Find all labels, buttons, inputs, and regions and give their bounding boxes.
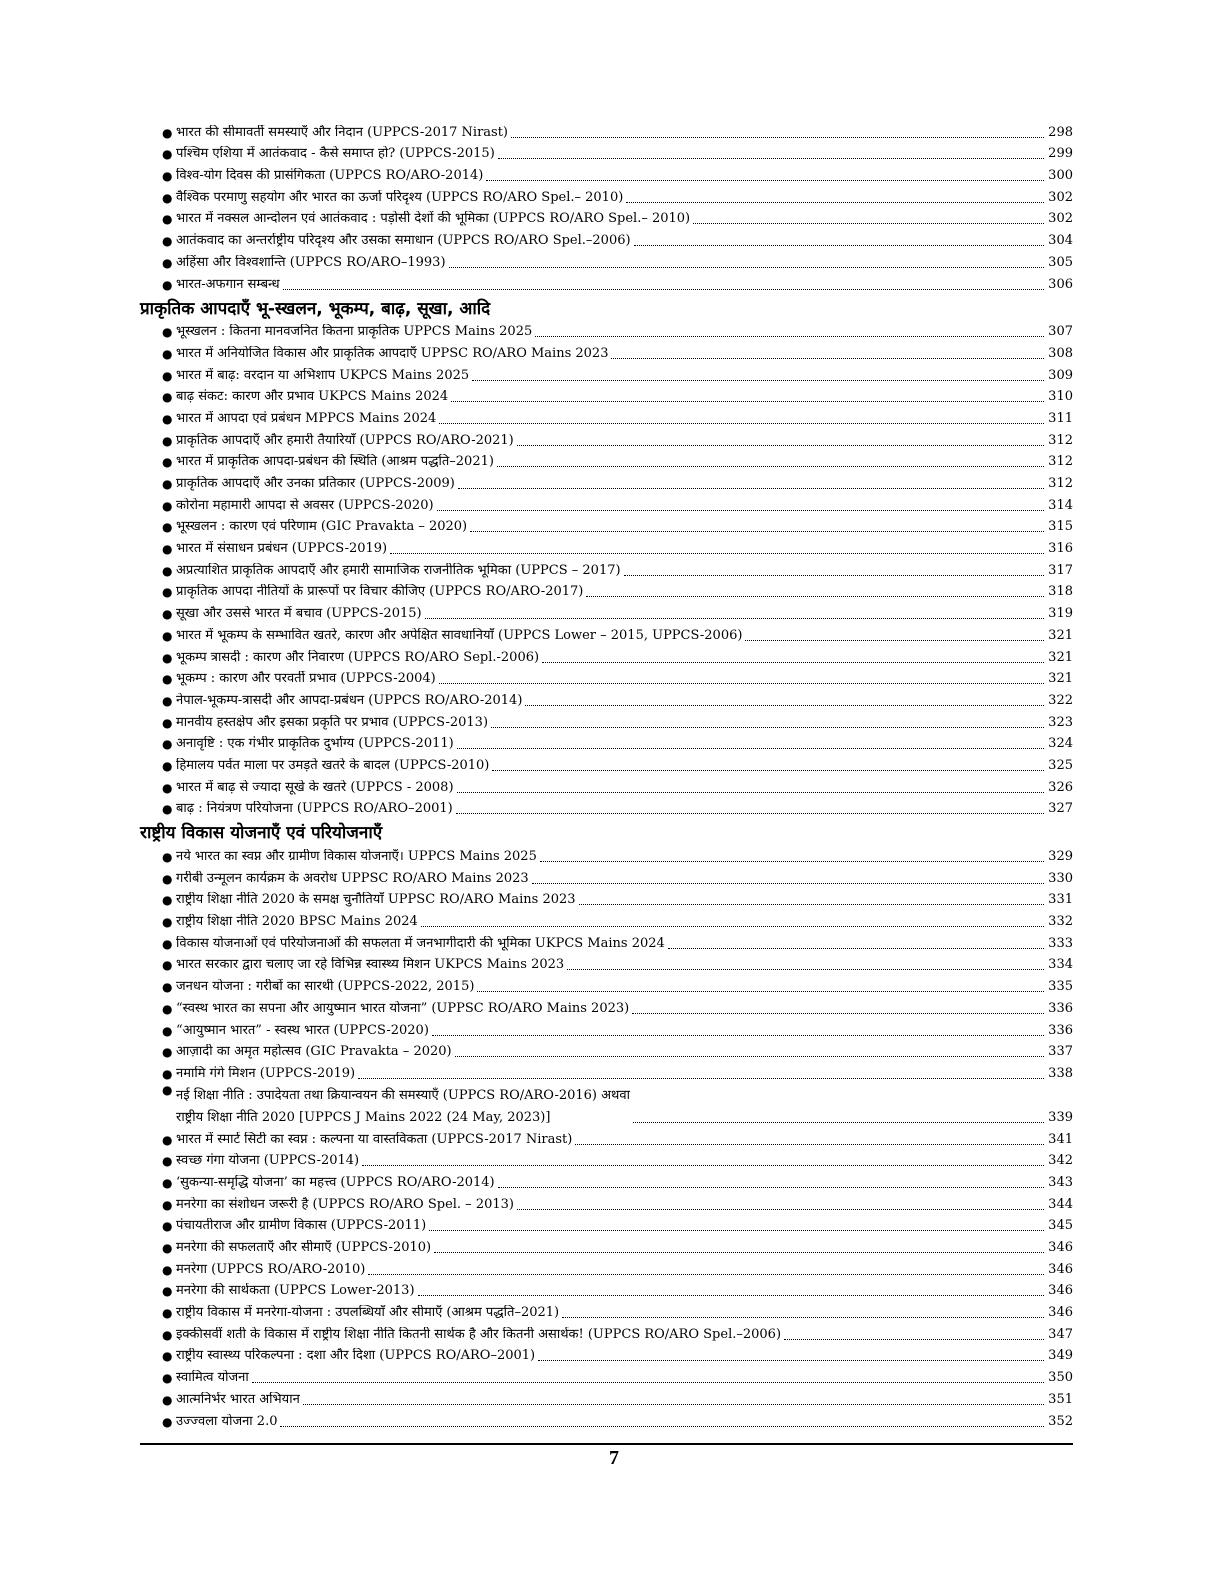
bullet-icon: ● bbox=[162, 1392, 173, 1407]
bullet-icon: ● bbox=[162, 758, 173, 773]
bullet-icon: ● bbox=[162, 1327, 173, 1342]
footer-rule bbox=[140, 1443, 1073, 1445]
toc-entry-title: अहिंसा और विश्वशान्ति (UPPCS RO/ARO–1993) bbox=[176, 254, 446, 270]
toc-entry[interactable] bbox=[140, 774, 1073, 796]
toc-entry-title: स्वच्छ गंगा योजना (UPPCS-2014) bbox=[176, 1153, 360, 1169]
bullet-icon: ● bbox=[162, 850, 173, 864]
toc-entry-title: भारत में स्मार्ट सिटी का स्वप्न : कल्पना या वास्तविकता (UPPCS-2017 Nirast) bbox=[176, 1131, 573, 1147]
toc-entry[interactable] bbox=[140, 579, 1073, 601]
toc-page-number: 305 bbox=[1048, 254, 1073, 270]
toc-entry[interactable] bbox=[140, 1169, 1073, 1191]
toc-page-number: 302 bbox=[1048, 211, 1073, 227]
dot-leader bbox=[517, 444, 1044, 446]
toc-entry-title: उज्ज्वला योजना 2.0 bbox=[176, 1413, 278, 1429]
toc-entry-title: पंचायतीराज और ग्रामीण विकास (UPPCS-2011) bbox=[176, 1218, 427, 1234]
toc-entry[interactable] bbox=[140, 470, 1073, 492]
toc-entry-title: भूकम्प : कारण और परवर्ती प्रभाव (UPPCS-2004) bbox=[176, 671, 436, 687]
bullet-icon: ● bbox=[162, 190, 173, 205]
toc-page-number: 335 bbox=[1048, 979, 1073, 995]
page-number: 7 bbox=[609, 1447, 619, 1469]
toc-entry-title: भारत सरकार द्वारा चलाए जा रहे विभिन्न स्वास्थ्य मिशन UKPCS Mains 2023 bbox=[176, 957, 565, 973]
toc-entry[interactable] bbox=[140, 206, 1073, 228]
toc-entry-title: भारत में संसाधन प्रबंधन (UPPCS-2019) bbox=[176, 541, 388, 557]
toc-entry-title: भारत में प्राकृतिक आपदा-प्रबंधन की स्थिति (आश्रम पद्धति–2021) bbox=[176, 454, 494, 470]
toc-entry[interactable] bbox=[140, 930, 1073, 952]
bullet-icon: ● bbox=[162, 936, 173, 951]
toc-entry-title: “स्वस्थ भारत का सपना और आयुष्मान भारत योजना” (UPPSC RO/ARO Mains 2023) bbox=[176, 1000, 630, 1016]
toc-page-number: 341 bbox=[1048, 1131, 1073, 1147]
section-heading: राष्ट्रीय विकास योजनाएँ एवं परियोजनाएँ bbox=[140, 823, 383, 844]
toc-page-number: 318 bbox=[1048, 584, 1073, 600]
bullet-icon: ● bbox=[162, 893, 173, 908]
toc-entry[interactable] bbox=[140, 752, 1073, 774]
toc-entry[interactable] bbox=[140, 731, 1073, 753]
toc-entry-title: ‘सुकन्या-समृद्धि योजना’ का महत्त्व (UPPCS RO/ARO-2014) bbox=[176, 1174, 495, 1190]
toc-entry-title: विश्व-योग दिवस की प्रासंगिकता (UPPCS RO/ARO-2014) bbox=[176, 168, 484, 184]
toc-page-number: 345 bbox=[1048, 1218, 1073, 1234]
dot-leader bbox=[470, 530, 1044, 532]
dot-leader bbox=[472, 379, 1044, 381]
toc-entry[interactable] bbox=[140, 908, 1073, 930]
dot-leader bbox=[358, 1077, 1044, 1079]
toc-entry[interactable] bbox=[140, 1408, 1073, 1430]
toc-page-number: 298 bbox=[1048, 124, 1073, 140]
bullet-icon: ● bbox=[162, 585, 173, 600]
toc-entry[interactable] bbox=[140, 362, 1073, 384]
bullet-icon: ● bbox=[162, 498, 173, 513]
toc-entry[interactable] bbox=[140, 1256, 1073, 1278]
dot-leader bbox=[542, 661, 1044, 663]
toc-page-number: 350 bbox=[1048, 1370, 1073, 1386]
toc-page-number: 346 bbox=[1048, 1261, 1073, 1277]
bullet-icon: ● bbox=[162, 212, 173, 227]
toc-entry[interactable] bbox=[140, 227, 1073, 249]
toc-entry-title: भूस्खलन : कारण एवं परिणाम (GIC Pravakta – 2020) bbox=[176, 519, 468, 535]
toc-entry[interactable] bbox=[140, 1364, 1073, 1386]
toc-entry[interactable] bbox=[140, 1234, 1073, 1256]
toc-entry[interactable] bbox=[140, 557, 1073, 579]
toc-page-number: 327 bbox=[1048, 801, 1073, 817]
toc-page-number: 300 bbox=[1048, 168, 1073, 184]
toc-entry-title: बाढ़ संकट: कारण और प्रभाव UKPCS Mains 2024 bbox=[176, 389, 449, 405]
table-of-contents bbox=[140, 119, 1073, 1430]
bullet-icon: ● bbox=[162, 980, 173, 995]
dot-leader bbox=[455, 1055, 1044, 1057]
toc-entry-title: भारत में अनियोजित विकास और प्राकृतिक आपदाएँ UPPSC RO/ARO Mains 2023 bbox=[176, 345, 609, 361]
toc-entry-title: भूकम्प त्रासदी : कारण और निवारण (UPPCS RO/ARO Sepl.-2006) bbox=[176, 649, 540, 665]
toc-entry[interactable] bbox=[140, 1278, 1073, 1300]
toc-page-number: 307 bbox=[1048, 324, 1073, 340]
toc-entry[interactable] bbox=[140, 119, 1073, 141]
toc-entry-title: अप्रत्याशित प्राकृतिक आपदाएँ और हमारी सामाजिक राजनीतिक भूमिका (UPPCS – 2017) bbox=[176, 562, 621, 578]
toc-entry[interactable] bbox=[140, 319, 1073, 341]
toc-entry-title: आज़ादी का अमृत महोत्सव (GIC Pravakta – 2020) bbox=[176, 1044, 452, 1060]
dot-leader bbox=[634, 244, 1044, 246]
toc-entry-title: हिमालय पर्वत माला पर उमड़ते खतरे के बादल (UPPCS-2010) bbox=[176, 757, 490, 773]
toc-page-number: 329 bbox=[1048, 849, 1073, 864]
bullet-icon: ● bbox=[162, 169, 173, 184]
toc-entry-title-continued: राष्ट्रीय शिक्षा नीति 2020 [UPPCS J Mains 2022 (24 May, 2023)] bbox=[176, 1109, 551, 1125]
toc-page-number: 342 bbox=[1048, 1153, 1073, 1169]
toc-entry-title: भूस्खलन : कितना मानवजनित कितना प्राकृतिक UPPCS Mains 2025 bbox=[176, 324, 533, 340]
toc-entry-title: पश्चिम एशिया में आतंकवाद - कैसे समाप्त हो? (UPPCS-2015) bbox=[176, 146, 495, 162]
dot-leader bbox=[425, 617, 1044, 619]
bullet-icon: ● bbox=[162, 607, 173, 622]
toc-page-number: 344 bbox=[1048, 1196, 1073, 1212]
toc-page-number: 321 bbox=[1048, 627, 1073, 643]
toc-entry-title: भारत-अफगान सम्बन्ध bbox=[176, 276, 280, 292]
toc-page-number: 317 bbox=[1048, 562, 1073, 578]
dot-leader bbox=[451, 400, 1044, 402]
bullet-icon: ● bbox=[162, 915, 173, 930]
toc-entry[interactable] bbox=[140, 1148, 1073, 1170]
toc-entry[interactable] bbox=[140, 952, 1073, 974]
bullet-icon: ● bbox=[162, 1154, 173, 1169]
dot-leader bbox=[633, 1121, 1044, 1123]
dot-leader bbox=[745, 639, 1044, 641]
toc-entry[interactable] bbox=[140, 796, 1073, 818]
toc-entry[interactable] bbox=[140, 622, 1073, 644]
toc-entry[interactable] bbox=[140, 449, 1073, 471]
dot-leader bbox=[457, 747, 1044, 749]
toc-entry[interactable] bbox=[140, 1060, 1073, 1082]
toc-entry[interactable] bbox=[140, 709, 1073, 731]
toc-entry[interactable] bbox=[140, 141, 1073, 163]
toc-entry-title: “आयुष्मान भारत” - स्वस्थ भारत (UPPCS-2020) bbox=[176, 1022, 429, 1038]
toc-entry[interactable] bbox=[140, 666, 1073, 688]
bullet-icon: ● bbox=[162, 433, 173, 448]
bullet-icon: ● bbox=[162, 368, 173, 383]
toc-page-number: 312 bbox=[1048, 454, 1073, 470]
bullet-icon: ● bbox=[162, 1197, 173, 1212]
toc-page-number: 332 bbox=[1048, 914, 1073, 930]
dot-leader bbox=[362, 1164, 1044, 1166]
dot-leader bbox=[626, 201, 1044, 203]
dot-leader bbox=[517, 1208, 1044, 1210]
dot-leader bbox=[511, 136, 1044, 138]
dot-leader bbox=[437, 509, 1044, 511]
bullet-icon: ● bbox=[162, 346, 173, 361]
toc-entry[interactable] bbox=[140, 1299, 1073, 1321]
dot-leader bbox=[432, 1034, 1044, 1036]
bullet-icon: ● bbox=[162, 147, 173, 162]
toc-entry-title: आत्मनिर्भर भारत अभियान bbox=[176, 1391, 300, 1407]
toc-page-number: 302 bbox=[1048, 189, 1073, 205]
toc-entry-title: मनरेगा की सफलताएँ और सीमाएँ (UPPCS-2010) bbox=[176, 1240, 432, 1255]
toc-page-number: 346 bbox=[1048, 1240, 1073, 1255]
toc-entry[interactable] bbox=[140, 184, 1073, 206]
bullet-icon: ● bbox=[162, 628, 173, 643]
dot-leader bbox=[491, 726, 1044, 728]
section-heading: प्राकृतिक आपदाएँ भू-स्खलन, भूकम्प, बाढ़, सूखा, आदि bbox=[140, 298, 491, 319]
toc-entry-title: भारत में बाढ़ से ज्यादा सूखे के खतरे (UPPCS - 2008) bbox=[176, 779, 454, 795]
dot-leader bbox=[434, 1251, 1044, 1253]
toc-page-number: 306 bbox=[1048, 276, 1073, 292]
dot-leader bbox=[421, 925, 1044, 927]
toc-entry[interactable] bbox=[140, 384, 1073, 406]
toc-entry[interactable] bbox=[140, 1343, 1073, 1365]
bullet-icon: ● bbox=[162, 1219, 173, 1234]
bullet-icon: ● bbox=[162, 325, 173, 340]
dot-leader bbox=[368, 1273, 1044, 1275]
dot-leader bbox=[611, 357, 1044, 359]
dot-leader bbox=[535, 335, 1044, 337]
dot-leader bbox=[283, 288, 1044, 290]
toc-entry-title: मानवीय हस्तक्षेप और इसका प्रकृति पर प्रभाव (UPPCS-2013) bbox=[176, 714, 489, 730]
dot-leader bbox=[498, 1186, 1044, 1188]
toc-page-number: 321 bbox=[1048, 649, 1073, 665]
bullet-icon: ● bbox=[162, 737, 173, 752]
dot-leader bbox=[418, 1294, 1044, 1296]
bullet-icon: ● bbox=[162, 520, 173, 535]
toc-entry-title: कोरोना महामारी आपदा से अवसर (UPPCS-2020) bbox=[176, 497, 434, 513]
bullet-icon: ● bbox=[162, 1349, 173, 1364]
toc-page-number: 349 bbox=[1048, 1348, 1073, 1364]
toc-page-number: 316 bbox=[1048, 541, 1073, 557]
dot-leader bbox=[567, 968, 1044, 970]
bullet-icon: ● bbox=[162, 715, 173, 730]
toc-page-number: 337 bbox=[1048, 1044, 1073, 1060]
toc-page-number: 331 bbox=[1048, 892, 1073, 908]
dot-leader bbox=[492, 769, 1044, 771]
bullet-icon: ● bbox=[162, 1082, 173, 1097]
toc-entry[interactable] bbox=[140, 514, 1073, 536]
bullet-icon: ● bbox=[162, 455, 173, 470]
toc-page-number: 311 bbox=[1048, 410, 1073, 426]
bullet-icon: ● bbox=[162, 125, 173, 140]
dot-leader bbox=[575, 1143, 1044, 1145]
toc-entry[interactable] bbox=[140, 887, 1073, 909]
toc-page-number: 310 bbox=[1048, 389, 1073, 405]
toc-page-number: 304 bbox=[1048, 233, 1073, 249]
dot-leader bbox=[486, 179, 1044, 181]
toc-entry-title: जनधन योजना : गरीबों का सारथी (UPPCS-2022, 2015) bbox=[176, 979, 475, 995]
dot-leader bbox=[498, 157, 1044, 159]
dot-leader bbox=[525, 704, 1044, 706]
toc-entry[interactable] bbox=[140, 600, 1073, 622]
bullet-icon: ● bbox=[162, 1241, 173, 1255]
toc-entry-title: बाढ़ : नियंत्रण परियोजना (UPPCS RO/ARO–2001) bbox=[176, 801, 453, 817]
bullet-icon: ● bbox=[162, 1001, 173, 1016]
bullet-icon: ● bbox=[162, 255, 173, 270]
toc-entry[interactable] bbox=[140, 427, 1073, 449]
toc-entry[interactable] bbox=[140, 1321, 1073, 1343]
dot-leader bbox=[632, 1012, 1044, 1014]
toc-page-number: 326 bbox=[1048, 779, 1073, 795]
dot-leader bbox=[586, 595, 1044, 597]
dot-leader bbox=[280, 1425, 1044, 1427]
toc-page-number: 324 bbox=[1048, 736, 1073, 752]
toc-entry[interactable] bbox=[140, 492, 1073, 514]
toc-page-number: 309 bbox=[1048, 367, 1073, 383]
toc-entry-title: भारत की सीमावर्ती समस्याएँ और निदान (UPPCS-2017 Nirast) bbox=[176, 124, 509, 140]
toc-entry[interactable] bbox=[140, 162, 1073, 184]
toc-entry-title: राष्ट्रीय शिक्षा नीति 2020 BPSC Mains 2024 bbox=[176, 914, 418, 930]
toc-entry[interactable] bbox=[140, 1082, 1073, 1126]
dot-leader bbox=[540, 860, 1044, 862]
dot-leader bbox=[532, 882, 1044, 884]
dot-leader bbox=[390, 552, 1044, 554]
toc-entry[interactable] bbox=[140, 995, 1073, 1017]
toc-page-number: 322 bbox=[1048, 692, 1073, 708]
toc-page-number: 299 bbox=[1048, 146, 1073, 162]
toc-entry[interactable] bbox=[140, 973, 1073, 995]
dot-leader bbox=[693, 222, 1044, 224]
toc-entry-title: सूखा और उससे भारत में बचाव (UPPCS-2015) bbox=[176, 606, 422, 622]
toc-entry-title: प्राकृतिक आपदा नीतियों के प्रारूपों पर विचार कीजिए (UPPCS RO/ARO-2017) bbox=[176, 584, 584, 600]
bullet-icon: ● bbox=[162, 958, 173, 973]
dot-leader bbox=[457, 791, 1044, 793]
toc-entry-title: प्राकृतिक आपदाएँ और हमारी तैयारियाँ (UPPCS RO/ARO-2021) bbox=[176, 432, 514, 448]
bullet-icon: ● bbox=[162, 1371, 173, 1386]
toc-page-number: 346 bbox=[1048, 1283, 1073, 1299]
dot-leader bbox=[303, 1403, 1044, 1405]
toc-page-number: 336 bbox=[1048, 1022, 1073, 1038]
toc-entry[interactable] bbox=[140, 535, 1073, 557]
toc-page-number: 323 bbox=[1048, 714, 1073, 730]
toc-page-number: 314 bbox=[1048, 497, 1073, 513]
toc-entry-title: भारत में भूकम्प के सम्भावित खतरे, कारण और अपेक्षित सावधानियाँ (UPPCS Lower – 2015, UPPCS-2006) bbox=[176, 627, 743, 643]
toc-entry-title: नये भारत का स्वप्न और ग्रामीण विकास योजनाएँ। UPPCS Mains 2025 bbox=[176, 849, 537, 864]
toc-entry[interactable] bbox=[140, 1213, 1073, 1235]
toc-page-number: 346 bbox=[1048, 1305, 1073, 1321]
bullet-icon: ● bbox=[162, 390, 173, 405]
bullet-icon: ● bbox=[162, 1066, 173, 1081]
dot-leader bbox=[439, 422, 1044, 424]
dot-leader bbox=[668, 947, 1044, 949]
toc-entry-title: आतंकवाद का अन्तर्राष्ट्रीय परिदृश्य और उसका समाधान (UPPCS RO/ARO Spel.–2006) bbox=[176, 233, 631, 249]
toc-entry-title: विकास योजनाओं एवं परियोजनाओं की सफलता में जनभागीदारी की भूमिका UKPCS Mains 2024 bbox=[176, 935, 665, 951]
bullet-icon: ● bbox=[162, 563, 173, 578]
bullet-icon: ● bbox=[162, 802, 173, 817]
toc-entry[interactable] bbox=[140, 843, 1073, 865]
toc-entry-title: राष्ट्रीय शिक्षा नीति 2020 के समक्ष चुनौतियाँ UPPSC RO/ARO Mains 2023 bbox=[176, 892, 576, 908]
dot-leader bbox=[538, 1359, 1044, 1361]
bullet-icon: ● bbox=[162, 650, 173, 665]
dot-leader bbox=[624, 574, 1044, 576]
bullet-icon: ● bbox=[162, 1132, 173, 1147]
toc-entry-title: अनावृष्टि : एक गंभीर प्राकृतिक दुर्भाग्य (UPPCS-2011) bbox=[176, 736, 454, 752]
toc-entry[interactable] bbox=[140, 865, 1073, 887]
toc-page-number: 330 bbox=[1048, 870, 1073, 886]
toc-page-number: 339 bbox=[1048, 1109, 1073, 1125]
toc-entry-title: नेपाल-भूकम्प-त्रासदी और आपदा-प्रबंधन (UPPCS RO/ARO-2014) bbox=[176, 692, 523, 708]
toc-entry-title: वैश्विक परमाणु सहयोग और भारत का ऊर्जा परिदृश्य (UPPCS RO/ARO Spel.– 2010) bbox=[176, 189, 624, 205]
toc-entry-title: भारत में आपदा एवं प्रबंधन MPPCS Mains 2024 bbox=[176, 410, 437, 426]
toc-entry[interactable] bbox=[140, 249, 1073, 271]
toc-page-number: 312 bbox=[1048, 432, 1073, 448]
toc-entry-title: मनरेगा का संशोधन जरूरी है (UPPCS RO/ARO Spel. – 2013) bbox=[176, 1196, 514, 1212]
bullet-icon: ● bbox=[162, 234, 173, 249]
bullet-icon: ● bbox=[162, 1175, 173, 1190]
toc-entry[interactable] bbox=[140, 405, 1073, 427]
toc-entry-title: प्राकृतिक आपदाएँ और उनका प्रतिकार (UPPCS-2009) bbox=[176, 476, 455, 491]
bullet-icon: ● bbox=[162, 542, 173, 557]
bullet-icon: ● bbox=[162, 871, 173, 886]
toc-entry-title: मनरेगा (UPPCS RO/ARO-2010) bbox=[176, 1261, 366, 1277]
bullet-icon: ● bbox=[162, 1414, 173, 1429]
bullet-icon: ● bbox=[162, 693, 173, 708]
toc-entry-title: राष्ट्रीय विकास में मनरेगा-योजना : उपलब्धियाँ और सीमाएँ (आश्रम पद्धति–2021) bbox=[176, 1305, 560, 1321]
bullet-icon: ● bbox=[162, 477, 173, 491]
dot-leader bbox=[579, 903, 1044, 905]
bullet-icon: ● bbox=[162, 1023, 173, 1038]
bullet-icon: ● bbox=[162, 277, 173, 292]
dot-leader bbox=[458, 487, 1044, 489]
toc-entry[interactable] bbox=[140, 687, 1073, 709]
toc-entry-title: राष्ट्रीय स्वास्थ्य परिकल्पना : दशा और दिशा (UPPCS RO/ARO–2001) bbox=[176, 1348, 536, 1364]
toc-entry-title: भारत में बाढ़: वरदान या अभिशाप UKPCS Mains 2025 bbox=[176, 367, 470, 383]
toc-entry[interactable] bbox=[140, 271, 1073, 293]
dot-leader bbox=[477, 990, 1044, 992]
toc-page-number: 351 bbox=[1048, 1391, 1073, 1407]
toc-entry-title: नई शिक्षा नीति : उपादेयता तथा क्रियान्वयन की समस्याएँ (UPPCS RO/ARO-2016) अथवा bbox=[176, 1087, 630, 1103]
toc-entry-title: इक्कीसवीं शती के विकास में राष्ट्रीय शिक्षा नीति कितनी सार्थक है और कितनी असार्थक! (UPPCS RO/ARO Spel.–2006) bbox=[176, 1326, 782, 1342]
bullet-icon: ● bbox=[162, 672, 173, 687]
dot-leader bbox=[449, 266, 1044, 268]
toc-page-number: 321 bbox=[1048, 671, 1073, 687]
dot-leader bbox=[784, 1338, 1044, 1340]
toc-entry[interactable] bbox=[140, 340, 1073, 362]
bullet-icon: ● bbox=[162, 1262, 173, 1277]
bullet-icon: ● bbox=[162, 1284, 173, 1299]
toc-entry[interactable] bbox=[140, 1126, 1073, 1148]
dot-leader bbox=[497, 465, 1044, 467]
toc-page-number: 343 bbox=[1048, 1174, 1073, 1190]
toc-entry-title: मनरेगा की सार्थकता (UPPCS Lower-2013) bbox=[176, 1283, 415, 1299]
toc-page-number: 336 bbox=[1048, 1000, 1073, 1016]
toc-page-number: 312 bbox=[1048, 476, 1073, 491]
dot-leader bbox=[562, 1316, 1044, 1318]
bullet-icon: ● bbox=[162, 780, 173, 795]
toc-entry-title: स्वामित्व योजना bbox=[176, 1370, 249, 1386]
bullet-icon: ● bbox=[162, 1306, 173, 1321]
dot-leader bbox=[456, 812, 1044, 814]
toc-page-number: 352 bbox=[1048, 1413, 1073, 1429]
toc-page-number: 319 bbox=[1048, 606, 1073, 622]
toc-entry[interactable] bbox=[140, 1017, 1073, 1039]
toc-entry-title: नमामि गंगे मिशन (UPPCS-2019) bbox=[176, 1065, 356, 1081]
toc-entry[interactable] bbox=[140, 1386, 1073, 1408]
toc-page-number: 325 bbox=[1048, 757, 1073, 773]
toc-entry[interactable] bbox=[140, 644, 1073, 666]
bullet-icon: ● bbox=[162, 1045, 173, 1060]
toc-entry[interactable] bbox=[140, 1191, 1073, 1213]
toc-page-number: 308 bbox=[1048, 345, 1073, 361]
bullet-icon: ● bbox=[162, 411, 173, 426]
toc-page-number: 347 bbox=[1048, 1326, 1073, 1342]
toc-entry-title: भारत में नक्सल आन्दोलन एवं आतंकवाद : पड़ोसी देशों की भूमिका (UPPCS RO/ARO Spel.– 2010) bbox=[176, 211, 691, 227]
dot-leader bbox=[252, 1381, 1044, 1383]
toc-page-number: 315 bbox=[1048, 519, 1073, 535]
toc-entry-title: गरीबी उन्मूलन कार्यक्रम के अवरोध UPPSC RO/ARO Mains 2023 bbox=[176, 870, 529, 886]
toc-page-number: 333 bbox=[1048, 935, 1073, 951]
toc-entry[interactable] bbox=[140, 1039, 1073, 1061]
dot-leader bbox=[439, 682, 1044, 684]
toc-page-number: 338 bbox=[1048, 1065, 1073, 1081]
dot-leader bbox=[429, 1229, 1044, 1231]
toc-page-number: 334 bbox=[1048, 957, 1073, 973]
